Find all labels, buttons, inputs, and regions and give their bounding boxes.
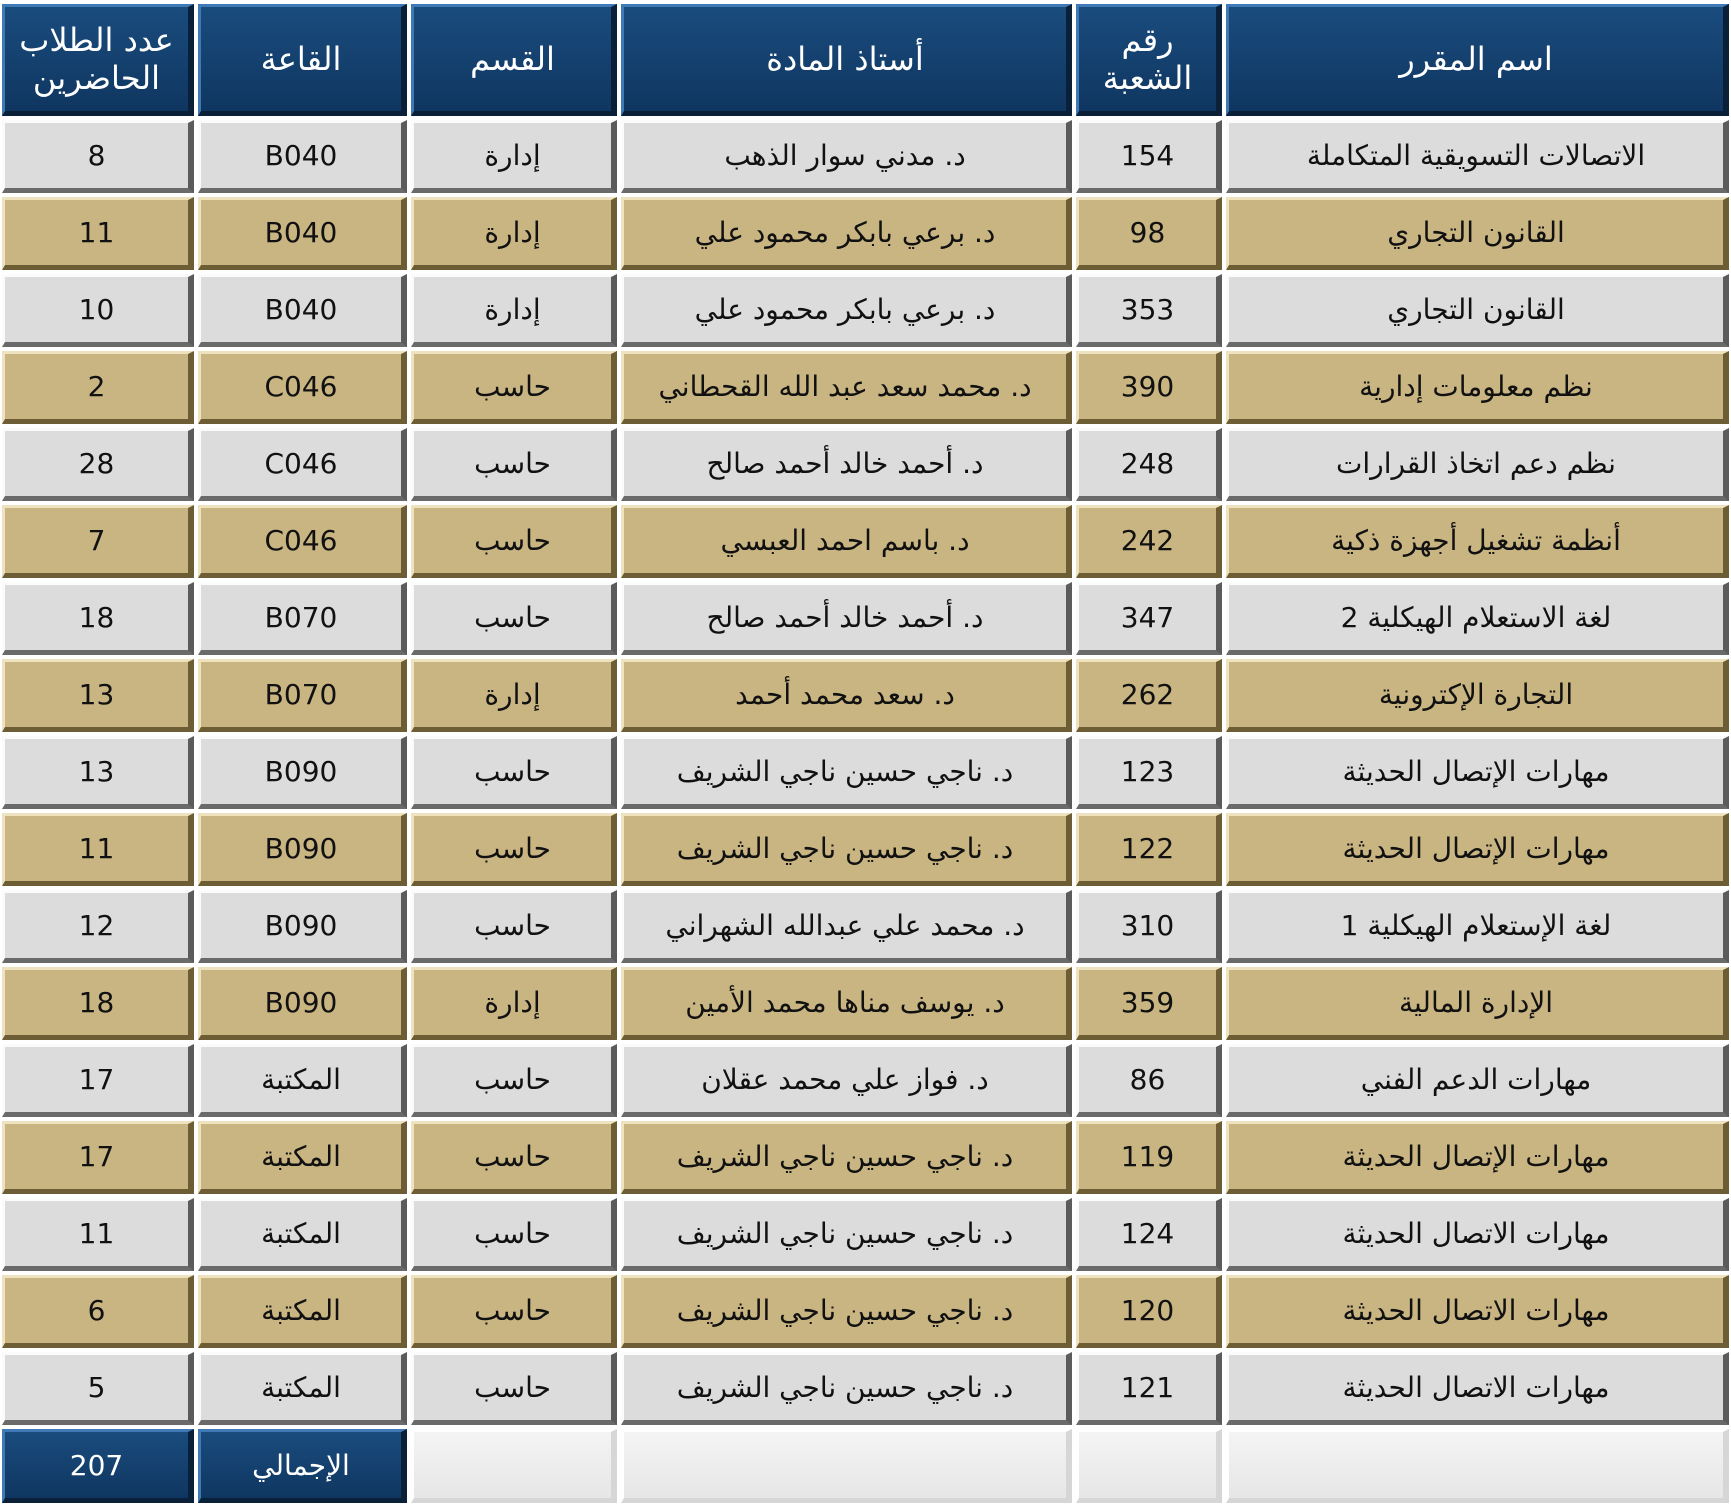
- cell-attendance: 13: [2, 736, 194, 809]
- cell-attendance: 11: [2, 197, 194, 270]
- cell-course: مهارات الإتصال الحديثة: [1226, 1121, 1729, 1194]
- cell-instructor: د. فواز علي محمد عقلان: [621, 1044, 1072, 1117]
- cell-course: القانون التجاري: [1226, 197, 1729, 270]
- cell-course: أنظمة تشغيل أجهزة ذكية: [1226, 505, 1729, 578]
- header-department: القسم: [411, 4, 617, 116]
- cell-course: التجارة الإكترونية: [1226, 659, 1729, 732]
- cell-course: مهارات الإتصال الحديثة: [1226, 813, 1729, 886]
- cell-section: 120: [1076, 1275, 1222, 1348]
- cell-course: مهارات الإتصال الحديثة: [1226, 736, 1729, 809]
- cell-attendance: 17: [2, 1044, 194, 1117]
- cell-section: 86: [1076, 1044, 1222, 1117]
- cell-instructor: د. ناجي حسين ناجي الشريف: [621, 1275, 1072, 1348]
- cell-attendance: 10: [2, 274, 194, 347]
- cell-department: إدارة: [411, 197, 617, 270]
- cell-room: المكتبة: [198, 1121, 407, 1194]
- cell-instructor: د. ناجي حسين ناجي الشريف: [621, 813, 1072, 886]
- cell-attendance: 2: [2, 351, 194, 424]
- cell-section: 124: [1076, 1198, 1222, 1271]
- cell-department: حاسب: [411, 1121, 617, 1194]
- header-section: رقم الشعبة: [1076, 4, 1222, 116]
- cell-department: حاسب: [411, 736, 617, 809]
- cell-section: 310: [1076, 890, 1222, 963]
- cell-attendance: 6: [2, 1275, 194, 1348]
- cell-attendance: 18: [2, 582, 194, 655]
- cell-room: B070: [198, 659, 407, 732]
- cell-room: المكتبة: [198, 1044, 407, 1117]
- cell-course: نظم دعم اتخاذ القرارات: [1226, 428, 1729, 501]
- cell-attendance: 11: [2, 1198, 194, 1271]
- cell-department: حاسب: [411, 351, 617, 424]
- cell-section: 242: [1076, 505, 1222, 578]
- cell-instructor: د. يوسف مناها محمد الأمين: [621, 967, 1072, 1040]
- cell-instructor: د. ناجي حسين ناجي الشريف: [621, 736, 1072, 809]
- cell-department: إدارة: [411, 659, 617, 732]
- cell-course: مهارات الاتصال الحديثة: [1226, 1352, 1729, 1425]
- cell-course: مهارات الاتصال الحديثة: [1226, 1275, 1729, 1348]
- header-room: القاعة: [198, 4, 407, 116]
- cell-section: 262: [1076, 659, 1222, 732]
- cell-room: B090: [198, 813, 407, 886]
- cell-instructor: د. برعي بابكر محمود علي: [621, 274, 1072, 347]
- cell-attendance: 5: [2, 1352, 194, 1425]
- cell-course: الاتصالات التسويقية المتكاملة: [1226, 120, 1729, 193]
- cell-attendance: 12: [2, 890, 194, 963]
- cell-section: 248: [1076, 428, 1222, 501]
- cell-room: B090: [198, 736, 407, 809]
- cell-department: إدارة: [411, 967, 617, 1040]
- cell-section: 359: [1076, 967, 1222, 1040]
- cell-department: حاسب: [411, 505, 617, 578]
- cell-room: C046: [198, 505, 407, 578]
- cell-instructor: د. محمد علي عبدالله الشهراني: [621, 890, 1072, 963]
- cell-department: حاسب: [411, 1044, 617, 1117]
- cell-section: 154: [1076, 120, 1222, 193]
- cell-room: المكتبة: [198, 1275, 407, 1348]
- cell-course: القانون التجاري: [1226, 274, 1729, 347]
- cell-room: B090: [198, 890, 407, 963]
- cell-department: حاسب: [411, 1275, 617, 1348]
- cell-instructor: د. مدني سوار الذهب: [621, 120, 1072, 193]
- cell-instructor: د. أحمد خالد أحمد صالح: [621, 428, 1072, 501]
- cell-course: لغة الإستعلام الهيكلية 1: [1226, 890, 1729, 963]
- cell-attendance: 13: [2, 659, 194, 732]
- cell-section: 121: [1076, 1352, 1222, 1425]
- cell-instructor: د. أحمد خالد أحمد صالح: [621, 582, 1072, 655]
- cell-room: B040: [198, 274, 407, 347]
- total-label: الإجمالي: [198, 1429, 407, 1503]
- header-instructor: أستاذ المادة: [621, 4, 1072, 116]
- cell-course: لغة الاستعلام الهيكلية 2: [1226, 582, 1729, 655]
- cell-section: 353: [1076, 274, 1222, 347]
- cell-department: حاسب: [411, 890, 617, 963]
- cell-section: 119: [1076, 1121, 1222, 1194]
- cell-room: المكتبة: [198, 1198, 407, 1271]
- cell-section: 98: [1076, 197, 1222, 270]
- cell-course: الإدارة المالية: [1226, 967, 1729, 1040]
- total-empty-cell: [621, 1429, 1072, 1503]
- cell-course: مهارات الدعم الفني: [1226, 1044, 1729, 1117]
- total-empty-cell: [1076, 1429, 1222, 1503]
- header-course: اسم المقرر: [1226, 4, 1729, 116]
- cell-instructor: د. ناجي حسين ناجي الشريف: [621, 1198, 1072, 1271]
- cell-instructor: د. باسم احمد العبسي: [621, 505, 1072, 578]
- cell-attendance: 7: [2, 505, 194, 578]
- cell-room: B040: [198, 197, 407, 270]
- cell-attendance: 11: [2, 813, 194, 886]
- cell-instructor: د. ناجي حسين ناجي الشريف: [621, 1352, 1072, 1425]
- cell-course: مهارات الاتصال الحديثة: [1226, 1198, 1729, 1271]
- cell-department: حاسب: [411, 582, 617, 655]
- total-value: 207: [2, 1429, 194, 1503]
- cell-attendance: 8: [2, 120, 194, 193]
- header-attendance: عدد الطلاب الحاضرين: [2, 4, 194, 116]
- cell-room: C046: [198, 428, 407, 501]
- cell-instructor: د. ناجي حسين ناجي الشريف: [621, 1121, 1072, 1194]
- total-empty-cell: [411, 1429, 617, 1503]
- cell-department: إدارة: [411, 120, 617, 193]
- cell-instructor: د. برعي بابكر محمود علي: [621, 197, 1072, 270]
- cell-section: 390: [1076, 351, 1222, 424]
- cell-instructor: د. محمد سعد عبد الله القحطاني: [621, 351, 1072, 424]
- cell-room: B040: [198, 120, 407, 193]
- cell-attendance: 28: [2, 428, 194, 501]
- cell-room: المكتبة: [198, 1352, 407, 1425]
- cell-instructor: د. سعد محمد أحمد: [621, 659, 1072, 732]
- cell-course: نظم معلومات إدارية: [1226, 351, 1729, 424]
- cell-attendance: 18: [2, 967, 194, 1040]
- cell-section: 123: [1076, 736, 1222, 809]
- cell-section: 347: [1076, 582, 1222, 655]
- cell-section: 122: [1076, 813, 1222, 886]
- cell-room: B090: [198, 967, 407, 1040]
- cell-department: حاسب: [411, 1198, 617, 1271]
- cell-department: حاسب: [411, 813, 617, 886]
- cell-attendance: 17: [2, 1121, 194, 1194]
- cell-department: حاسب: [411, 428, 617, 501]
- cell-department: إدارة: [411, 274, 617, 347]
- cell-room: B070: [198, 582, 407, 655]
- total-empty-cell: [1226, 1429, 1729, 1503]
- cell-department: حاسب: [411, 1352, 617, 1425]
- cell-room: C046: [198, 351, 407, 424]
